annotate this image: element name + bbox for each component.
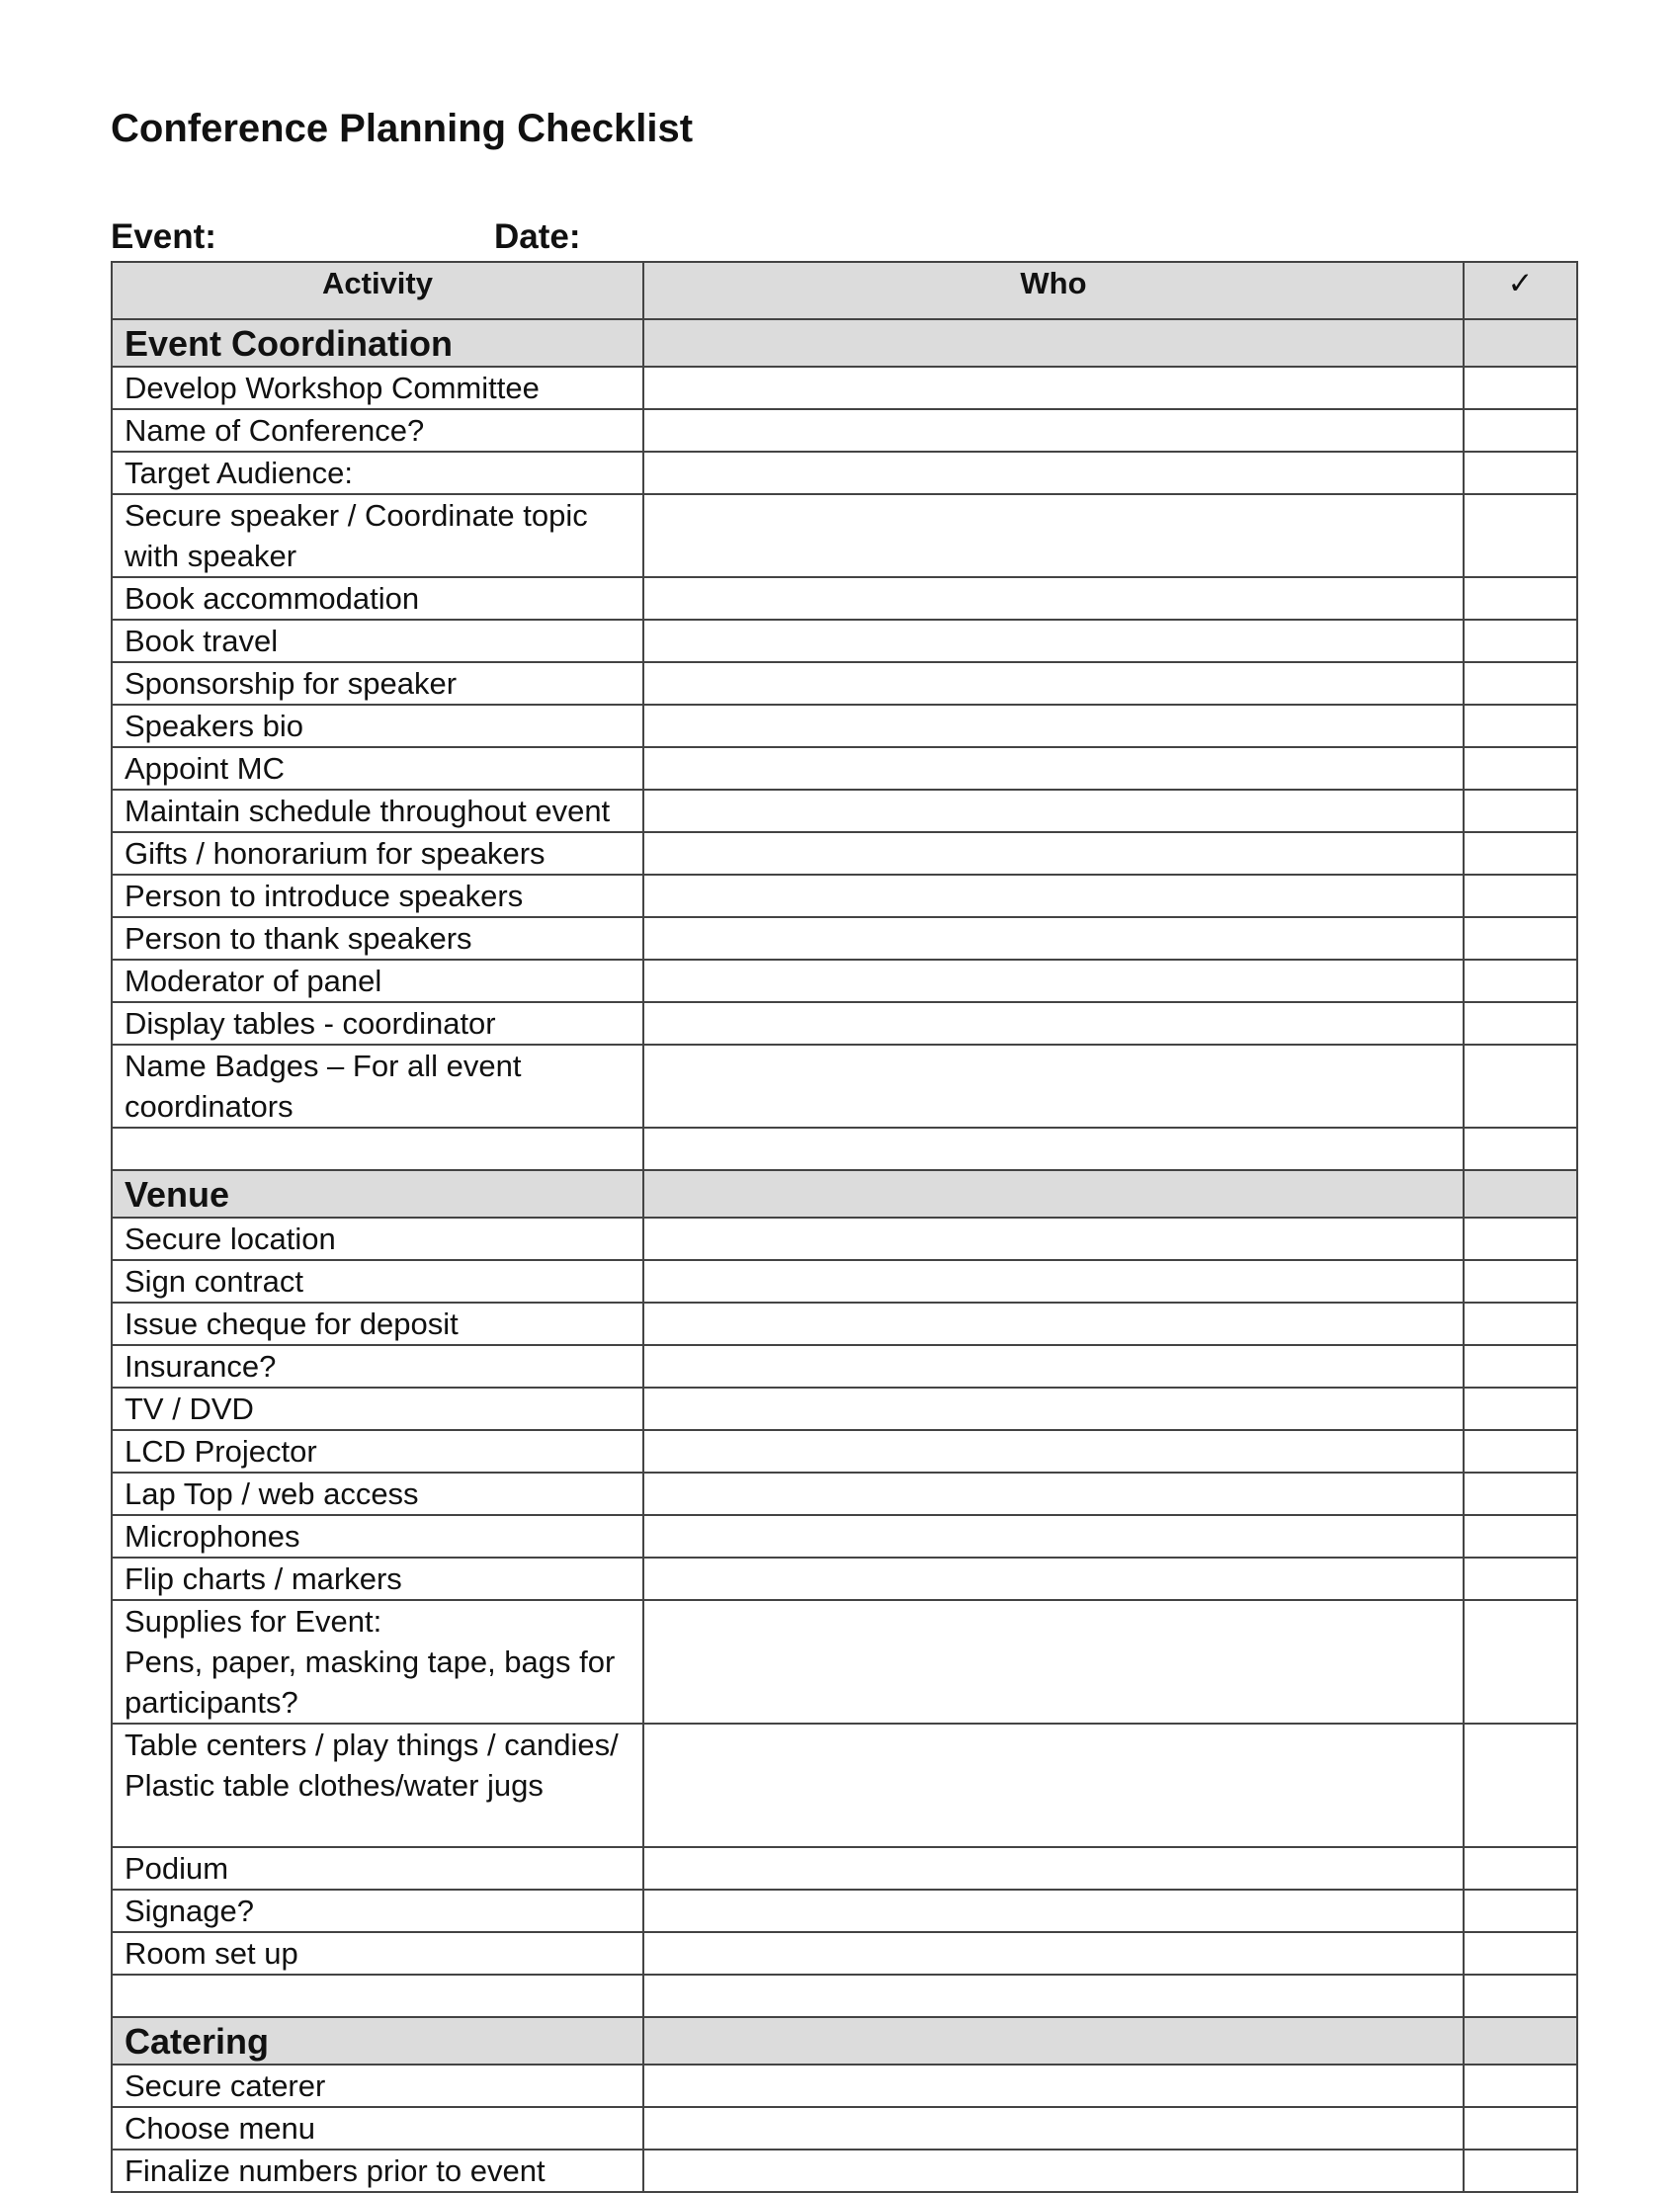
activity-cell: Speakers bio (112, 705, 643, 747)
check-cell[interactable] (1464, 705, 1577, 747)
section-title: Venue (112, 1170, 643, 1218)
table-row (112, 577, 1577, 620)
table-row (112, 367, 1577, 409)
who-cell[interactable] (643, 1473, 1464, 1515)
section-row (112, 2017, 1577, 2065)
who-cell[interactable] (643, 1218, 1464, 1260)
table-row (112, 705, 1577, 747)
activity-cell: Moderator of panel (112, 960, 643, 1002)
activity-cell: Maintain schedule throughout event (112, 790, 643, 832)
section-check-cell (1464, 319, 1577, 367)
table-row (112, 620, 1577, 662)
table-row (112, 1890, 1577, 1932)
who-cell[interactable] (643, 1303, 1464, 1345)
table-row (112, 875, 1577, 917)
section-check-cell (1464, 2017, 1577, 2065)
who-cell[interactable] (643, 367, 1464, 409)
table-row (112, 452, 1577, 494)
check-cell[interactable] (1464, 1515, 1577, 1558)
activity-cell: Develop Workshop Committee (112, 367, 643, 409)
activity-cell: Signage? (112, 1890, 643, 1932)
blank-cell (1464, 1975, 1577, 2017)
who-cell[interactable] (643, 452, 1464, 494)
who-cell[interactable] (643, 1515, 1464, 1558)
blank-row (112, 1975, 1577, 2017)
table-row (112, 1473, 1577, 1515)
who-cell[interactable] (643, 2150, 1464, 2192)
activity-cell: Issue cheque for deposit (112, 1303, 643, 1345)
check-cell[interactable] (1464, 1303, 1577, 1345)
table-row (112, 1218, 1577, 1260)
who-cell[interactable] (643, 1558, 1464, 1600)
who-cell[interactable] (643, 960, 1464, 1002)
activity-cell: Sponsorship for speaker (112, 662, 643, 705)
activity-cell: Microphones (112, 1515, 643, 1558)
section-title: Event Coordination (112, 319, 643, 367)
who-cell[interactable] (643, 1932, 1464, 1975)
who-cell[interactable] (643, 2065, 1464, 2107)
section-row (112, 319, 1577, 367)
table-row (112, 960, 1577, 1002)
table-row (112, 1932, 1577, 1975)
activity-header: Activity (112, 262, 643, 319)
date-label: Date: (494, 217, 581, 256)
activity-cell: Display tables - coordinator (112, 1002, 643, 1045)
table-row (112, 1515, 1577, 1558)
table-row (112, 1002, 1577, 1045)
activity-cell: Supplies for Event: Pens, paper, masking tape, bags for participants? (112, 1600, 643, 1724)
check-cell[interactable] (1464, 832, 1577, 875)
check-cell[interactable] (1464, 409, 1577, 452)
activity-cell: Name of Conference? (112, 409, 643, 452)
who-cell[interactable] (643, 705, 1464, 747)
section-who-cell (643, 1170, 1464, 1218)
table-row (112, 1045, 1577, 1128)
activity-cell: Secure location (112, 1218, 643, 1260)
check-cell[interactable] (1464, 452, 1577, 494)
who-cell[interactable] (643, 1724, 1464, 1847)
who-cell[interactable] (643, 2107, 1464, 2150)
who-cell[interactable] (643, 662, 1464, 705)
who-cell[interactable] (643, 1345, 1464, 1388)
check-cell[interactable] (1464, 662, 1577, 705)
section-title: Catering (112, 2017, 643, 2065)
who-cell[interactable] (643, 409, 1464, 452)
check-cell[interactable] (1464, 367, 1577, 409)
check-cell[interactable] (1464, 1890, 1577, 1932)
activity-cell: Secure caterer (112, 2065, 643, 2107)
check-cell[interactable] (1464, 747, 1577, 790)
table-row (112, 832, 1577, 875)
activity-cell: Table centers / play things / candies/ Plastic table clothes/water jugs (112, 1724, 643, 1847)
check-cell[interactable] (1464, 1045, 1577, 1128)
table-row (112, 1600, 1577, 1724)
check-cell[interactable] (1464, 2065, 1577, 2107)
section-check-cell (1464, 1170, 1577, 1218)
table-row (112, 1388, 1577, 1430)
table-row (112, 1724, 1577, 1847)
activity-cell: TV / DVD (112, 1388, 643, 1430)
activity-cell: Book travel (112, 620, 643, 662)
table-row (112, 1345, 1577, 1388)
check-cell[interactable] (1464, 1345, 1577, 1388)
table-row (112, 2065, 1577, 2107)
check-cell[interactable] (1464, 1558, 1577, 1600)
activity-cell: Gifts / honorarium for speakers (112, 832, 643, 875)
check-cell[interactable] (1464, 1724, 1577, 1847)
table-row (112, 917, 1577, 960)
activity-cell: Podium (112, 1847, 643, 1890)
check-cell[interactable] (1464, 2150, 1577, 2192)
who-cell[interactable] (643, 832, 1464, 875)
table-row (112, 1303, 1577, 1345)
who-cell[interactable] (643, 747, 1464, 790)
who-cell[interactable] (643, 1045, 1464, 1128)
check-cell[interactable] (1464, 790, 1577, 832)
who-cell[interactable] (643, 1890, 1464, 1932)
who-cell[interactable] (643, 875, 1464, 917)
checkmark-icon: ✓ (1464, 262, 1577, 319)
who-cell[interactable] (643, 620, 1464, 662)
who-cell[interactable] (643, 1847, 1464, 1890)
table-row (112, 1847, 1577, 1890)
activity-cell: Choose menu (112, 2107, 643, 2150)
check-cell[interactable] (1464, 494, 1577, 577)
section-who-cell (643, 2017, 1464, 2065)
check-cell[interactable] (1464, 960, 1577, 1002)
section-who-cell (643, 319, 1464, 367)
check-cell[interactable] (1464, 875, 1577, 917)
event-label: Event: (111, 217, 216, 256)
table-row (112, 1558, 1577, 1600)
activity-cell: Appoint MC (112, 747, 643, 790)
check-cell[interactable] (1464, 1847, 1577, 1890)
table-row (112, 409, 1577, 452)
table-row (112, 1260, 1577, 1303)
check-cell[interactable] (1464, 1932, 1577, 1975)
check-cell[interactable] (1464, 1002, 1577, 1045)
activity-cell: Room set up (112, 1932, 643, 1975)
activity-cell: Finalize numbers prior to event (112, 2150, 643, 2192)
blank-row (112, 1128, 1577, 1170)
who-cell[interactable] (643, 494, 1464, 577)
who-cell[interactable] (643, 917, 1464, 960)
who-cell[interactable] (643, 577, 1464, 620)
activity-cell: Sign contract (112, 1260, 643, 1303)
section-row (112, 1170, 1577, 1218)
blank-cell (112, 1975, 643, 2017)
blank-cell (643, 1128, 1464, 1170)
table-row (112, 790, 1577, 832)
who-cell[interactable] (643, 1430, 1464, 1473)
activity-cell: Insurance? (112, 1345, 643, 1388)
who-cell[interactable] (643, 1600, 1464, 1724)
activity-cell: LCD Projector (112, 1430, 643, 1473)
activity-cell: Target Audience: (112, 452, 643, 494)
activity-cell: Flip charts / markers (112, 1558, 643, 1600)
checklist-body (112, 319, 1577, 2192)
check-cell[interactable] (1464, 1388, 1577, 1430)
check-cell[interactable] (1464, 1600, 1577, 1724)
blank-cell (1464, 1128, 1577, 1170)
who-cell[interactable] (643, 1260, 1464, 1303)
table-row (112, 747, 1577, 790)
who-cell[interactable] (643, 1388, 1464, 1430)
page-title: Conference Planning Checklist (111, 107, 694, 150)
table-row (112, 1430, 1577, 1473)
table-row (112, 662, 1577, 705)
table-row (112, 2150, 1577, 2192)
blank-cell (112, 1128, 643, 1170)
check-cell[interactable] (1464, 1430, 1577, 1473)
activity-cell: Book accommodation (112, 577, 643, 620)
check-cell[interactable] (1464, 620, 1577, 662)
header-row (112, 262, 1577, 319)
check-cell[interactable] (1464, 577, 1577, 620)
table-row (112, 2107, 1577, 2150)
check-cell[interactable] (1464, 917, 1577, 960)
check-cell[interactable] (1464, 2107, 1577, 2150)
check-cell[interactable] (1464, 1473, 1577, 1515)
activity-cell: Secure speaker / Coordinate topic with speaker (112, 494, 643, 577)
who-cell[interactable] (643, 790, 1464, 832)
who-cell[interactable] (643, 1002, 1464, 1045)
table-row (112, 494, 1577, 577)
activity-cell: Name Badges – For all event coordinators (112, 1045, 643, 1128)
activity-cell: Person to introduce speakers (112, 875, 643, 917)
checklist-table (111, 261, 1578, 2193)
activity-cell: Person to thank speakers (112, 917, 643, 960)
who-header: Who (643, 262, 1464, 319)
activity-cell: Lap Top / web access (112, 1473, 643, 1515)
check-cell[interactable] (1464, 1260, 1577, 1303)
blank-cell (643, 1975, 1464, 2017)
check-cell[interactable] (1464, 1218, 1577, 1260)
